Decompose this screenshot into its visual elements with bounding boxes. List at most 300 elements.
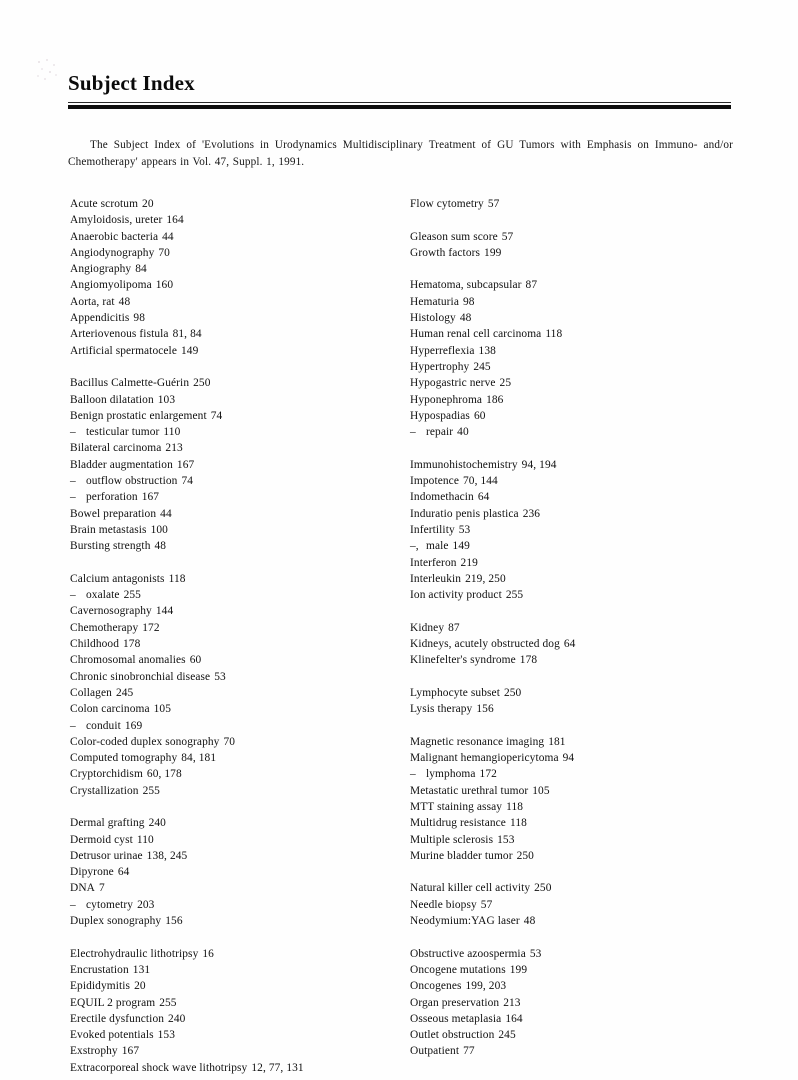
index-entry-term: Bladder augmentation (70, 458, 173, 471)
subentry-dash: – (70, 475, 76, 488)
index-entry-pages: 74 (181, 475, 194, 488)
index-entry-term: Cavernosography (70, 605, 152, 618)
index-entry-term: perforation (86, 491, 138, 504)
index-subentry (410, 424, 740, 440)
index-entry-term: Detrusor urinae (70, 849, 143, 862)
index-entry (410, 636, 740, 652)
index-entry-term: Malignant hemangiopericytoma (410, 752, 559, 765)
index-entry-term: Interferon (410, 556, 457, 569)
index-entry (70, 832, 390, 848)
index-entry-pages: 118 (168, 572, 186, 585)
index-entry-pages: 103 (157, 393, 176, 406)
index-entry (70, 815, 390, 831)
index-entry (70, 685, 390, 701)
index-entry (70, 310, 390, 326)
index-entry-term: Angiodynography (70, 246, 155, 259)
index-entry (410, 408, 740, 424)
index-entry (70, 1011, 390, 1027)
index-entry (410, 522, 740, 538)
index-entry-pages: 81, 84 (172, 328, 202, 341)
index-entry (410, 294, 740, 310)
index-entry-pages: 245 (498, 1029, 516, 1042)
index-entry-term: Brain metastasis (70, 523, 147, 536)
index-entry (410, 815, 740, 831)
index-entry-pages: 203 (137, 898, 155, 911)
index-entry (70, 620, 390, 636)
index-entry-term: Obstructive azoospermia (410, 947, 526, 960)
index-entry (70, 261, 390, 277)
index-entry-pages: 245 (115, 686, 134, 699)
index-entry (410, 620, 740, 636)
index-entry-pages: 53 (214, 670, 226, 683)
index-group-gap (410, 212, 740, 228)
index-group-gap (410, 261, 740, 277)
index-entry-term: Bowel preparation (70, 507, 157, 520)
index-entry-term: Magnetic resonance imaging (410, 735, 545, 748)
index-entry (410, 897, 740, 913)
index-entry-pages: 84, 181 (181, 752, 217, 765)
index-entry-pages: 105 (153, 703, 172, 716)
index-entry (410, 734, 740, 750)
index-entry (410, 473, 740, 489)
index-entry-pages: 57 (480, 898, 493, 911)
index-entry-pages: 53 (458, 523, 471, 536)
header-rule-thin (68, 102, 731, 103)
index-entry-term: Computed tomography (70, 752, 178, 765)
index-entry-term: Multiple sclerosis (410, 833, 494, 846)
index-entry-term: Colon carcinoma (70, 703, 150, 716)
index-entry (410, 326, 740, 342)
index-entry (410, 1043, 740, 1059)
header-double-rule (68, 102, 731, 112)
index-entry-term: EQUIL 2 program (70, 996, 156, 1009)
index-entry (410, 701, 740, 717)
index-entry (70, 848, 390, 864)
index-subentry (70, 473, 390, 489)
index-entry-term: Amyloidosis, ureter (70, 214, 163, 227)
index-entry-pages: 53 (529, 947, 542, 960)
subentry-dash: – (70, 898, 76, 911)
index-entry (410, 880, 740, 896)
index-entry-pages: 48 (523, 915, 536, 928)
index-entry-term: Neodymium:YAG laser (410, 915, 520, 928)
index-entry-term: Flow cytometry (410, 198, 484, 210)
index-group-gap (410, 718, 740, 734)
index-entry (410, 685, 740, 701)
index-entry (70, 734, 390, 750)
index-entry (410, 555, 740, 571)
index-entry-term: Cryptorchidism (70, 768, 143, 781)
index-entry-pages: 181 (548, 735, 566, 748)
index-entry-term: Chemotherapy (70, 621, 139, 634)
index-entry-pages: 178 (123, 638, 141, 651)
index-entry (70, 408, 390, 424)
subentry-dash: – (70, 426, 76, 439)
index-entry-term: conduit (86, 719, 121, 732)
index-entry (410, 848, 740, 864)
index-entry-term: Induratio penis plastica (410, 507, 519, 520)
index-entry-pages: 57 (501, 230, 514, 243)
index-entry-pages: 199 (509, 963, 528, 976)
index-entry-term: Immunohistochemistry (410, 458, 518, 471)
index-entry-pages: 64 (563, 638, 576, 651)
index-entry-term: DNA (70, 882, 95, 895)
index-entry-term: Indomethacin (410, 491, 474, 504)
index-column-left (70, 196, 390, 1076)
index-entry-pages: 48 (118, 295, 131, 308)
index-group-gap (410, 440, 740, 456)
index-entry-term: Aorta, rat (70, 295, 115, 308)
index-entry-term: Hypospadias (410, 409, 470, 422)
index-entry-pages: 57 (487, 198, 500, 210)
index-entry-pages: 12, 77, 131 (251, 1061, 304, 1074)
index-entry (70, 571, 390, 587)
page-title: Subject Index (68, 71, 195, 95)
index-entry-pages: 94, 194 (521, 458, 557, 471)
index-entry-term: Electrohydraulic lithotripsy (70, 947, 199, 960)
index-entry-pages: 60 (473, 409, 486, 422)
index-entry (70, 669, 390, 685)
subentry-dash: – (70, 589, 76, 602)
index-entry (70, 978, 390, 994)
index-entry (410, 962, 740, 978)
index-entry-pages: 250 (516, 849, 534, 862)
index-group-gap (410, 603, 740, 619)
index-entry-term: Angiography (70, 263, 132, 276)
index-group-gap (70, 929, 390, 945)
index-entry-term: male (426, 540, 449, 553)
index-entry-term: Dipyrone (70, 866, 114, 879)
index-entry-pages: 7 (98, 882, 105, 895)
index-entry-term: Artificial spermatocele (70, 344, 177, 357)
index-entry-term: Impotence (410, 475, 459, 488)
index-entry (70, 864, 390, 880)
index-entry (410, 913, 740, 929)
index-entry (410, 196, 740, 212)
index-subentry (70, 424, 390, 440)
index-entry-pages: 240 (168, 1012, 186, 1025)
index-entry-term: Kidneys, acutely obstructed dog (410, 638, 560, 651)
index-entry-pages: 84 (135, 263, 147, 276)
index-subentry (70, 587, 390, 603)
index-group-gap (410, 864, 740, 880)
index-entry-term: lymphoma (426, 768, 476, 781)
index-entry-pages: 199 (484, 246, 502, 259)
index-entry (410, 392, 740, 408)
index-entry-pages: 110 (136, 833, 154, 846)
index-entry-term: Acute scrotum (70, 198, 139, 210)
index-entry-term: Human renal cell carcinoma (410, 328, 542, 341)
index-subentry (70, 718, 390, 734)
index-entry-term: cytometry (86, 898, 134, 911)
subentry-dash: – (70, 491, 76, 504)
index-entry-pages: 213 (503, 996, 521, 1009)
index-entry-term: Natural killer cell activity (410, 882, 531, 895)
index-entry-term: Chronic sinobronchial disease (70, 670, 211, 683)
index-entry-pages: 98 (133, 312, 146, 325)
index-entry-term: Outlet obstruction (410, 1029, 495, 1042)
index-entry-term: Interleukin (410, 572, 462, 585)
index-entry (70, 750, 390, 766)
index-entry (410, 343, 740, 359)
index-entry-pages: 60, 178 (146, 768, 182, 781)
subentry-dash: –, (410, 540, 419, 553)
index-entry-term: Angiomyolipoma (70, 279, 152, 292)
index-entry-term: Epididymitis (70, 980, 131, 993)
index-entry-pages: 167 (121, 1045, 140, 1058)
index-entry (410, 799, 740, 815)
index-entry-term: Exstrophy (70, 1045, 118, 1058)
index-entry-pages: 255 (159, 996, 177, 1009)
index-entry-term: Bursting strength (70, 540, 151, 553)
index-entry-term: Erectile dysfunction (70, 1012, 165, 1025)
index-entry-pages: 138, 245 (146, 849, 188, 862)
index-entry (70, 652, 390, 668)
index-entry-term: Color-coded duplex sonography (70, 735, 220, 748)
intro-paragraph: The Subject Index of 'Evolutions in Urodynamics Multidisciplinary Treatment of GU Tumors with Emphasis on Immuno- and/or Chemotherapy' appears in Vol. 47, Suppl. 1, 1991. (68, 139, 733, 169)
index-entry (70, 392, 390, 408)
index-entry (410, 457, 740, 473)
index-column-right (410, 196, 740, 1060)
index-entry-term: repair (426, 426, 454, 439)
index-group-gap (70, 555, 390, 571)
index-entry-pages: 110 (163, 426, 181, 439)
index-entry (410, 750, 740, 766)
index-entry-pages: 20 (134, 980, 146, 993)
index-entry-pages: 44 (160, 507, 172, 520)
index-entry-term: outflow obstruction (86, 475, 178, 488)
index-entry-pages: 144 (155, 605, 174, 618)
subentry-dash: – (410, 426, 416, 439)
index-entry-pages: 178 (519, 654, 538, 667)
index-entry-pages: 156 (476, 703, 494, 716)
index-entry-term: Multidrug resistance (410, 817, 506, 830)
index-entry-pages: 156 (165, 915, 183, 928)
index-entry-term: Anaerobic bacteria (70, 230, 159, 243)
index-entry (70, 783, 390, 799)
index-entry (70, 766, 390, 782)
index-entry-pages: 250 (534, 882, 552, 895)
index-entry-pages: 40 (457, 426, 469, 439)
index-entry (410, 978, 740, 994)
index-entry-pages: 250 (193, 377, 211, 390)
index-entry-term: Hematuria (410, 295, 459, 308)
index-entry-term: Duplex sonography (70, 915, 162, 928)
index-entry-term: Organ preservation (410, 996, 500, 1009)
subentry-dash: – (70, 719, 76, 732)
index-entry-pages: 48 (154, 540, 167, 553)
index-entry (70, 913, 390, 929)
index-entry-term: Chromosomal anomalies (70, 654, 186, 667)
index-entry (410, 245, 740, 261)
index-entry-term: Hyponephroma (410, 393, 483, 406)
index-entry (70, 457, 390, 473)
index-entry-term: Benign prostatic enlargement (70, 409, 207, 422)
index-entry-pages: 255 (505, 589, 524, 602)
index-entry (70, 636, 390, 652)
index-entry-pages: 219 (460, 556, 478, 569)
index-entry (70, 294, 390, 310)
index-entry-pages: 131 (132, 963, 151, 976)
index-entry-pages: 164 (505, 1012, 523, 1025)
index-entry-pages: 219, 250 (465, 572, 506, 585)
index-entry-term: Collagen (70, 686, 112, 699)
index-entry-pages: 245 (473, 360, 491, 373)
index-entry-term: Appendicitis (70, 312, 130, 325)
index-entry (410, 277, 740, 293)
index-entry-term: Osseous metaplasia (410, 1012, 502, 1025)
index-subentry (410, 766, 740, 782)
index-entry-term: Needle biopsy (410, 898, 477, 911)
index-entry-term: Dermal grafting (70, 817, 145, 830)
index-entry-term: Dermoid cyst (70, 833, 133, 846)
subentry-dash: – (410, 768, 416, 781)
page-header (68, 70, 731, 112)
index-entry-term: Evoked potentials (70, 1029, 154, 1042)
index-entry (70, 538, 390, 554)
index-entry (70, 326, 390, 342)
index-entry-pages: 167 (141, 491, 160, 504)
index-entry (410, 1011, 740, 1027)
index-entry (70, 1060, 390, 1076)
index-entry-pages: 20 (142, 198, 154, 210)
index-entry (70, 1027, 390, 1043)
index-entry-pages: 87 (525, 279, 538, 292)
index-entry (70, 522, 390, 538)
index-entry-pages: 169 (124, 719, 143, 732)
index-entry-pages: 100 (150, 523, 168, 536)
index-entry-term: Crystallization (70, 784, 139, 797)
index-entry (410, 587, 740, 603)
index-entry (70, 245, 390, 261)
index-entry-term: Encrustation (70, 963, 129, 976)
index-entry (410, 783, 740, 799)
index-entry-pages: 64 (477, 491, 490, 504)
index-entry-term: Hematoma, subcapsular (410, 279, 522, 292)
index-entry (410, 946, 740, 962)
index-entry-pages: 164 (166, 214, 184, 227)
index-entry (410, 571, 740, 587)
index-entry-pages: 255 (142, 784, 160, 797)
index-entry-term: Metastatic urethral tumor (410, 784, 529, 797)
index-group-gap (410, 929, 740, 945)
index-entry-term: Klinefelter's syndrome (410, 654, 516, 667)
index-entry-pages: 70 (223, 735, 236, 748)
index-entry-pages: 98 (462, 295, 475, 308)
index-entry-pages: 149 (452, 540, 470, 553)
index-entry-term: Childhood (70, 638, 119, 651)
index-entry-pages: 138 (478, 344, 496, 357)
index-entry-pages: 70 (158, 246, 170, 259)
index-entry-pages: 236 (522, 507, 541, 520)
index-entry-term: Bilateral carcinoma (70, 442, 162, 455)
index-entry-term: Bacillus Calmette-Guérin (70, 377, 190, 390)
index-entry-pages: 167 (176, 458, 195, 471)
index-entry (70, 1043, 390, 1059)
index-entry (70, 603, 390, 619)
index-entry-term: Arteriovenous fistula (70, 328, 169, 341)
index-entry (410, 1027, 740, 1043)
index-entry-term: Oncogenes (410, 980, 462, 993)
index-entry-pages: 172 (479, 768, 497, 781)
index-entry-pages: 64 (117, 866, 130, 879)
index-entry-term: Murine bladder tumor (410, 849, 513, 862)
index-entry (70, 343, 390, 359)
index-entry-pages: 70, 144 (462, 475, 498, 488)
index-entry (70, 440, 390, 456)
index-entry (410, 359, 740, 375)
index-entry-pages: 94 (562, 752, 575, 765)
index-entry-term: Growth factors (410, 246, 481, 259)
index-entry-term: Extracorporeal shock wave lithotripsy (70, 1061, 248, 1074)
index-entry-pages: 77 (463, 1045, 475, 1058)
index-entry-term: Outpatient (410, 1045, 460, 1058)
index-subentry (410, 538, 740, 554)
index-entry-pages: 149 (180, 344, 199, 357)
index-entry-pages: 44 (162, 230, 174, 243)
index-group-gap (70, 359, 390, 375)
index-entry (70, 701, 390, 717)
index-entry-pages: 213 (165, 442, 183, 455)
index-entry (410, 652, 740, 668)
index-entry (410, 832, 740, 848)
index-entry-term: Ion activity product (410, 589, 502, 602)
index-entry-term: Lymphocyte subset (410, 686, 500, 699)
index-entry-term: Gleason sum score (410, 230, 498, 243)
index-entry-pages: 255 (123, 589, 141, 602)
index-entry-pages: 153 (157, 1029, 176, 1042)
index-entry-pages: 172 (142, 621, 160, 634)
index-entry-term: Oncogene mutations (410, 963, 506, 976)
index-entry-term: MTT staining assay (410, 800, 503, 813)
index-entry-term: Lysis therapy (410, 703, 473, 716)
index-entry-term: Kidney (410, 621, 445, 634)
index-entry-term: Histology (410, 312, 456, 325)
index-entry-pages: 186 (486, 393, 504, 406)
index-subentry (70, 897, 390, 913)
index-entry (410, 310, 740, 326)
index-entry-pages: 118 (506, 800, 524, 813)
scan-speckle-artifact (36, 58, 62, 84)
index-entry (70, 375, 390, 391)
index-entry-pages: 74 (210, 409, 223, 422)
index-entry-pages: 160 (155, 279, 174, 292)
index-entry (70, 229, 390, 245)
index-entry-term: Hypertrophy (410, 360, 470, 373)
index-entry-pages: 105 (532, 784, 550, 797)
index-entry (410, 375, 740, 391)
index-entry (70, 212, 390, 228)
index-entry-pages: 48 (459, 312, 472, 325)
index-entry-pages: 60 (189, 654, 202, 667)
index-group-gap (410, 669, 740, 685)
index-group-gap (70, 799, 390, 815)
index-entry-pages: 87 (448, 621, 460, 634)
index-entry (410, 506, 740, 522)
index-entry-pages: 25 (499, 377, 512, 390)
index-entry (410, 489, 740, 505)
index-entry-term: Infertility (410, 523, 455, 536)
index-entry (410, 995, 740, 1011)
index-entry-pages: 153 (497, 833, 515, 846)
index-entry (410, 229, 740, 245)
index-entry (70, 962, 390, 978)
index-entry-term: Hypogastric nerve (410, 377, 496, 390)
index-entry-pages: 118 (509, 817, 527, 830)
header-rule-thick (68, 105, 731, 109)
index-entry-pages: 240 (148, 817, 166, 830)
index-entry-term: Calcium antagonists (70, 572, 165, 585)
